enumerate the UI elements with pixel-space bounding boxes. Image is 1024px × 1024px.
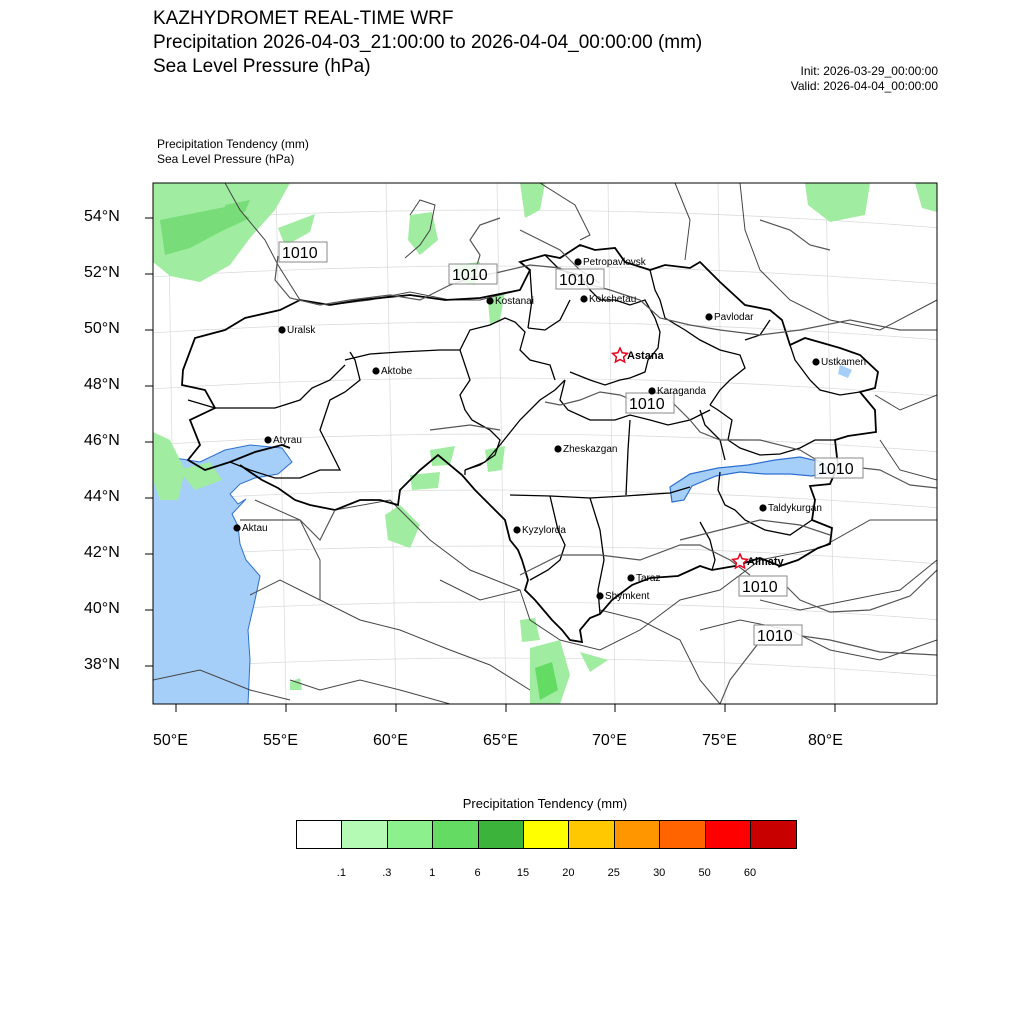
lat-label: 40°N bbox=[84, 600, 120, 617]
isobar-label bbox=[739, 576, 787, 596]
city-label: Kostanai bbox=[495, 296, 534, 307]
colorbar-label: 6 bbox=[474, 867, 481, 879]
city-label: Petropavlovsk bbox=[583, 257, 646, 268]
field-label-precip: Precipitation Tendency (mm) bbox=[157, 137, 309, 151]
isobar-label-text: 1010 bbox=[559, 272, 595, 289]
lon-label: 65°E bbox=[483, 732, 518, 749]
city-marker bbox=[372, 366, 412, 377]
city-marker bbox=[627, 573, 660, 584]
isobar-label-text: 1010 bbox=[742, 579, 778, 596]
city-label: Shymkent bbox=[605, 591, 650, 602]
cities bbox=[233, 257, 866, 602]
isobar-label-text: 1010 bbox=[629, 396, 665, 413]
city-marker bbox=[278, 325, 316, 336]
isobar-label bbox=[556, 269, 604, 289]
city-marker bbox=[596, 591, 649, 602]
valid-time: Valid: 2026-04-04_00:00:00 bbox=[790, 79, 938, 93]
map-title: KAZHYDROMET REAL-TIME WRF bbox=[153, 8, 454, 29]
colorbar-swatch bbox=[615, 821, 660, 848]
lon-label: 75°E bbox=[702, 732, 737, 749]
isobar-label-text: 1010 bbox=[757, 628, 793, 645]
lat-label: 44°N bbox=[84, 488, 120, 505]
lat-label: 42°N bbox=[84, 544, 120, 561]
city-label: Aktau bbox=[242, 523, 268, 534]
init-time: Init: 2026-03-29_00:00:00 bbox=[800, 64, 938, 78]
isobar-label-text: 1010 bbox=[282, 245, 318, 262]
colorbar-label: 1 bbox=[429, 867, 436, 879]
capital-marker bbox=[733, 554, 785, 568]
isobar-label bbox=[815, 458, 863, 478]
capital-label: Almaty bbox=[747, 556, 784, 568]
colorbar-label: 30 bbox=[653, 867, 666, 879]
colorbar-label: 20 bbox=[562, 867, 575, 879]
map-subtitle: Precipitation 2026-04-03_21:00:00 to 2026-04-04_00:00:00 (mm) bbox=[153, 32, 703, 53]
isobar-label bbox=[449, 264, 497, 284]
field-label-slp: Sea Level Pressure (hPa) bbox=[157, 152, 295, 166]
capital-marker bbox=[613, 348, 665, 362]
colorbar-label: .1 bbox=[336, 867, 346, 879]
colorbar-label: 60 bbox=[743, 867, 757, 879]
city-label: Pavlodar bbox=[714, 312, 754, 323]
city-label: Kyzylorda bbox=[522, 525, 566, 536]
colorbar-label: 25 bbox=[607, 867, 620, 879]
city-label: Kokshetau bbox=[589, 294, 637, 305]
isobar-label bbox=[754, 625, 802, 645]
city-label: Karaganda bbox=[657, 386, 706, 397]
colorbar-title: Precipitation Tendency (mm) bbox=[462, 796, 628, 811]
lon-label: 70°E bbox=[592, 732, 627, 749]
lat-label: 52°N bbox=[84, 264, 120, 281]
city-marker bbox=[812, 357, 866, 368]
city-marker bbox=[574, 257, 646, 268]
colorbar-swatch bbox=[388, 821, 433, 848]
map-subtitle-2: Sea Level Pressure (hPa) bbox=[153, 56, 371, 77]
lon-label: 50°E bbox=[153, 732, 188, 749]
isobar-label bbox=[279, 242, 327, 262]
colorbar-label: .3 bbox=[382, 867, 392, 879]
city-label: Zheskazgan bbox=[563, 444, 618, 455]
colorbar-swatch bbox=[433, 821, 478, 848]
lon-label: 60°E bbox=[373, 732, 408, 749]
isobar-label-text: 1010 bbox=[452, 267, 488, 284]
lat-label: 48°N bbox=[84, 376, 120, 393]
city-label: Uralsk bbox=[287, 325, 316, 336]
colorbar-swatch bbox=[706, 821, 751, 848]
lat-label: 46°N bbox=[84, 432, 120, 449]
colorbar bbox=[296, 820, 797, 849]
colorbar-swatch bbox=[524, 821, 569, 848]
colorbar-swatch bbox=[297, 821, 342, 848]
city-label: Taraz bbox=[636, 573, 661, 584]
city-label: Aktobe bbox=[381, 366, 413, 377]
colorbar-swatch bbox=[660, 821, 705, 848]
colorbar-swatch bbox=[751, 821, 796, 848]
city-marker bbox=[580, 294, 636, 305]
city-marker bbox=[264, 435, 302, 446]
lon-label: 80°E bbox=[808, 732, 843, 749]
city-label: Taldykurgan bbox=[768, 503, 822, 514]
colorbar-swatch bbox=[342, 821, 387, 848]
city-marker bbox=[759, 503, 822, 514]
city-label: Atyrau bbox=[273, 435, 302, 446]
city-marker bbox=[648, 386, 706, 397]
colorbar-label: 15 bbox=[516, 867, 530, 879]
isobar-label-text: 1010 bbox=[818, 461, 854, 478]
city-label: Ustkamen bbox=[821, 357, 867, 368]
city-marker bbox=[554, 444, 617, 455]
lon-label: 55°E bbox=[263, 732, 298, 749]
balkhash-lake bbox=[670, 457, 830, 502]
lat-label: 54°N bbox=[84, 208, 120, 225]
city-marker bbox=[705, 312, 754, 323]
colorbar-label: 50 bbox=[698, 867, 711, 879]
colorbar-swatch bbox=[569, 821, 614, 848]
capital-star-icon bbox=[613, 348, 628, 362]
city-marker bbox=[513, 525, 566, 536]
capital-label: Astana bbox=[627, 350, 664, 362]
lat-label: 50°N bbox=[84, 320, 120, 337]
colorbar-swatch bbox=[479, 821, 524, 848]
lat-label: 38°N bbox=[84, 656, 120, 673]
